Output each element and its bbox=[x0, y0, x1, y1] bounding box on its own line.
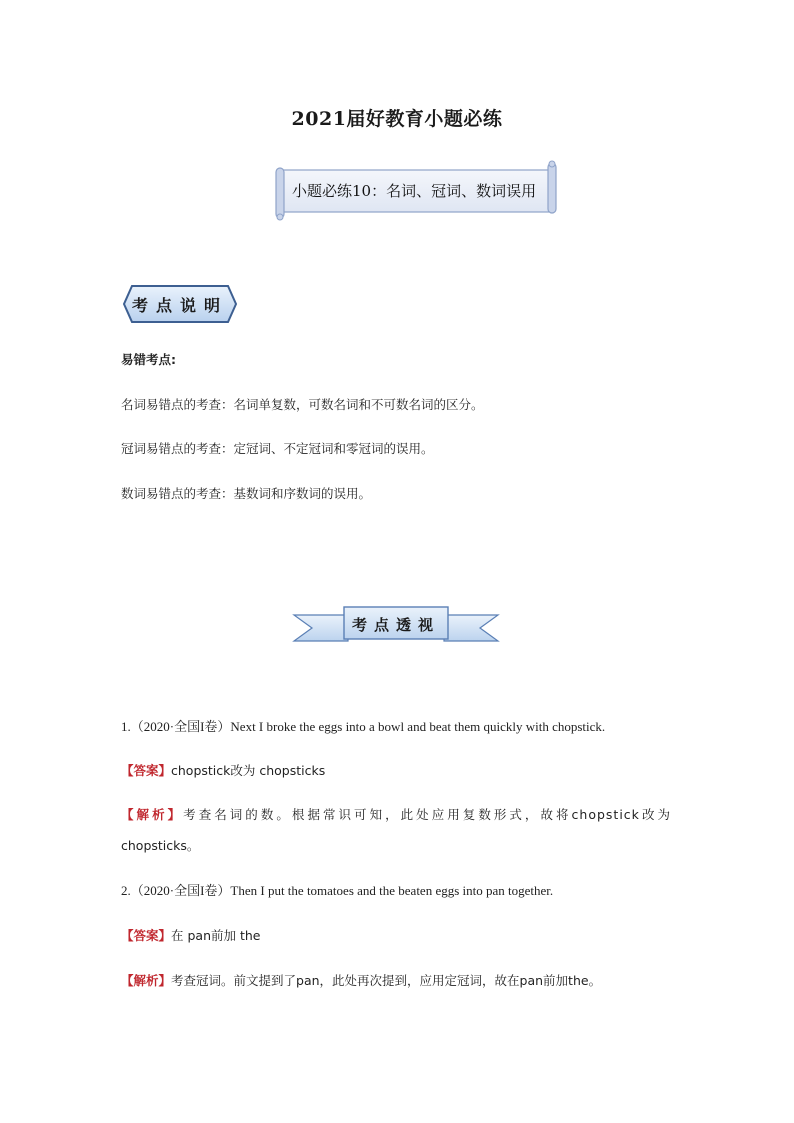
page-title: 2021届好教育小题必练 bbox=[291, 108, 503, 130]
analysis-tag: 【解析】 bbox=[121, 973, 172, 988]
question-stem: 1.（2020·全国I卷）Next I broke the eggs into a bowl and beat them quickly with chopstick. bbox=[121, 719, 606, 734]
analysis-tag: 【解析】 bbox=[121, 807, 184, 822]
answer-line bbox=[121, 761, 325, 779]
subtitle-text: 小题必练10：名词、冠词、数词误用 bbox=[292, 182, 537, 200]
answer-tag: 【答案】 bbox=[121, 763, 172, 778]
analysis-line bbox=[121, 971, 601, 989]
analysis-text: 考查名词的数。根据常识可知，此处应用复数形式，故将chopstick改为 bbox=[183, 807, 671, 822]
question-stem: 2.（2020·全国I卷）Then I put the tomatoes and the beaten eggs into pan together. bbox=[121, 883, 554, 898]
subtitle-scroll-banner bbox=[272, 160, 562, 222]
answer-text: 在 pan前加 the bbox=[171, 928, 261, 943]
badge-explain-text: 考点说明 bbox=[131, 296, 228, 315]
explain-heading: 易错考点: bbox=[121, 352, 176, 367]
ribbon-banner bbox=[292, 603, 500, 649]
answer-tag: 【答案】 bbox=[121, 928, 172, 943]
analysis-continuation: chopsticks。 bbox=[121, 838, 200, 853]
answer-line bbox=[121, 926, 261, 944]
badge-explain bbox=[122, 284, 238, 324]
explain-line: 数词易错点的考查：基数词和序数词的误用。 bbox=[121, 486, 372, 501]
analysis-line bbox=[121, 805, 671, 823]
explain-line: 名词易错点的考查：名词单复数，可数名词和不可数名词的区分。 bbox=[121, 397, 484, 412]
explain-line: 冠词易错点的考查：定冠词、不定冠词和零冠词的误用。 bbox=[121, 441, 434, 456]
ribbon-text: 考点透视 bbox=[351, 616, 440, 634]
analysis-text: 考查冠词。前文提到了pan，此处再次提到，应用定冠词，故在pan前加the。 bbox=[171, 973, 602, 988]
answer-text: chopstick改为 chopsticks bbox=[171, 763, 326, 778]
